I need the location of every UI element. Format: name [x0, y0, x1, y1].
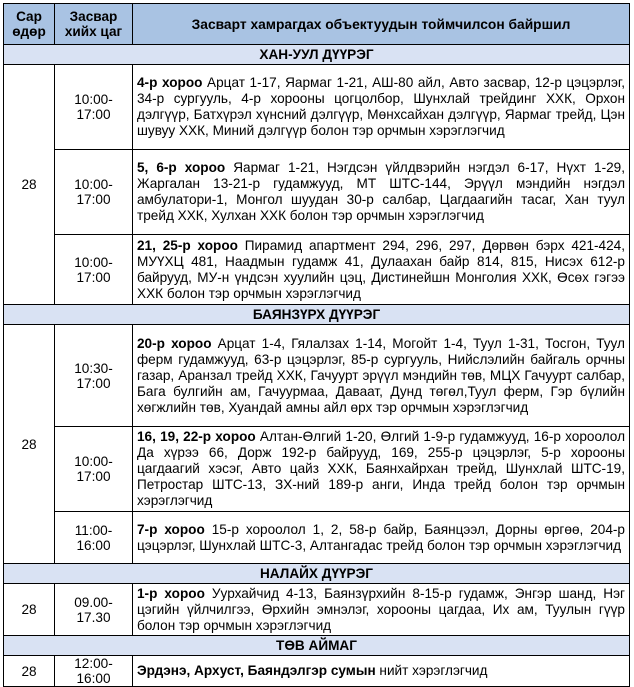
- khoroo-label: 1-р хороо: [137, 585, 205, 601]
- table-row: [4, 235, 630, 305]
- location-text: Арцат 1-4, Гялалзах 1-14, Могойт 1-4, Туул 1-31, Тосгон, Туул ферм гудамжууд, 63-р цэцэрлэг, 85-р сургууль, Нийслэлийн байгаль орчны газар, Аранзал трейд ХХК, Гачуурт эрүүл мэндийн төв, МЦХ Гачуурт салбар, Бага булгийн ам, Гачуурмаа, Даваат, Дунд төгөл,Туул ферм, Гэр бүлийн хөгжлийн төв, Хуандай амны айл өрх тэр орчмын хэрэглэгчид: [137, 335, 625, 415]
- section-row: [4, 45, 630, 65]
- khoroo-label: 4-р хороо: [137, 75, 203, 90]
- day-cell: 28: [4, 65, 55, 305]
- table-row: [4, 65, 630, 150]
- section-row: [4, 564, 630, 584]
- section-title: ТӨВ АЙМАГ: [4, 636, 630, 656]
- table-row: [4, 584, 630, 636]
- location-text: 15-р хороолол 1, 2, 58-р байр, Баянцээл, Дорны өргөө, 204-р цэцэрлэг, Шунхлай ШТС-3, Алтангадас трейд болон тэр орчмын хэрэглэгчид: [137, 521, 625, 553]
- location-text: Алтан-Өлгий 1-20, Өлгий 1-9-р гудамжууд, 16-р хороолол Да хүрээ 66, Дорж 192-р байрууд, 169, 255-р цэцэрлэг, 5-р хорооны цагдаагий хэсэг, Авто цайз ХХК, Баянхайрхан трейд, Шунхлай ШТС-19, Петростар ШТС-13, ЗХ-ний 189-р анги, Инда трейд болон тэр орчмын хэрэглэгчид: [137, 429, 626, 508]
- time-cell: 09.00-17.30: [55, 584, 133, 636]
- location-cell: [133, 150, 630, 235]
- location-cell: [133, 65, 630, 150]
- header-day: [4, 4, 55, 45]
- location-text: нийт хэрэглэгчид: [375, 663, 488, 678]
- khoroo-label: 7-р хороо: [137, 521, 205, 537]
- table-row: [4, 150, 630, 235]
- time-cell: 10:00-17:00: [55, 427, 133, 512]
- header-row: [4, 4, 630, 45]
- location-text: Арцат 1-17, Яармаг 1-21, АШ-80 айл, Авто засвар, 12-р цэцэрлэг, 34-р сургууль, 4-р хорооны цогцолбор, Шунхлай трейдинг ХХК, Орхон дэлгүүр, Батхүрэл хүнсний дэлгүүр, Мөнхсайхан дэлгүүр, Яармаг трейд, Цэн шувуу ХХК, Миний дэлгүүр болон тэр орчмын хэрэглэгчид: [137, 75, 626, 138]
- section-title: БАЯНЗҮРХ ДҮҮРЭГ: [4, 305, 630, 325]
- table-row: [4, 512, 630, 564]
- time-cell: 10:30-17:00: [55, 325, 133, 427]
- time-cell: 10:00-17:00: [55, 150, 133, 235]
- khoroo-label: 5, 6-р хороо: [137, 160, 226, 175]
- header-time: [55, 4, 133, 45]
- repair-schedule-table: [3, 3, 630, 687]
- section-row: [4, 636, 630, 656]
- table-row: [4, 325, 630, 427]
- location-cell: [133, 427, 630, 512]
- soum-label: Эрдэнэ, Архуст, Баяндэлгэр сумын: [137, 663, 376, 678]
- location-cell: [133, 584, 630, 636]
- header-day-line1: Сар: [16, 9, 42, 24]
- section-title: ХАН-УУЛ ДҮҮРЭГ: [4, 45, 630, 65]
- location-cell: [133, 235, 630, 305]
- time-cell: 10:00-17:00: [55, 65, 133, 150]
- location-text: Яармаг 1-21, Нэгдсэн үйлдвэрийн нэгдэл 6-17, Нүхт 1-29, Жаргалан 13-21-р гудамжууд, МТ ШТС-144, Эрүүл мэндийн нэгдэл амбулатори-1, Монгол шуудан 30-р салбар, Цагдаагийн тасаг, Хан туул трейд ХХК, Хулхан ХХК болон тэр орчмын хэрэглэгчид: [137, 160, 626, 223]
- day-cell: 28: [4, 325, 55, 564]
- day-cell: 28: [4, 584, 55, 636]
- location-cell: [133, 325, 630, 427]
- day-cell: 28: [4, 656, 55, 687]
- location-cell: [133, 512, 630, 564]
- header-time-line2: хийх цаг: [64, 24, 123, 39]
- khoroo-label: 20-р хороо: [137, 335, 212, 351]
- header-day-line2: өдөр: [12, 24, 46, 39]
- header-time-line1: Засвар: [69, 9, 118, 24]
- time-cell: 11:00-16:00: [55, 512, 133, 564]
- location-cell: [133, 656, 630, 687]
- time-cell: 10:00-17:00: [55, 235, 133, 305]
- section-title: НАЛАЙХ ДҮҮРЭГ: [4, 564, 630, 584]
- khoroo-label: 21, 25-р хороо: [137, 237, 238, 253]
- location-text: Уурхайчид 4-13, Баянзүрхийн 8-15-р гудамж, Энгэр шанд, Нэг цэгийн үйлчилгээ, Өрхийн эмнэлэг, хорооны цагдаа, Их ам, Туулын гүүр болон тэр орчмын хэрэглэгчид: [137, 585, 625, 633]
- khoroo-label: 16, 19, 22-р хороо: [137, 429, 256, 444]
- header-location: Засварт хамрагдах объектуудын тоймчилсон байршил: [133, 4, 630, 45]
- time-cell: 12:00-16:00: [55, 656, 133, 687]
- section-row: [4, 305, 630, 325]
- table-row: [4, 656, 630, 687]
- location-text: Пирамид апартмент 294, 296, 297, Дөрвөн бэрх 421-424, МУҮХЦ 481, Наадмын гудамж 41, Дулаахан байр 814, 815, Нисэх 612-р байрууд, МУ-н үндсэн хуулийн цэц, Дистинейшн Монголия ХХК, Өсөх гэгээ ХХК болон тэр орчмын хэрэглэгчид: [137, 237, 625, 301]
- table-row: [4, 427, 630, 512]
